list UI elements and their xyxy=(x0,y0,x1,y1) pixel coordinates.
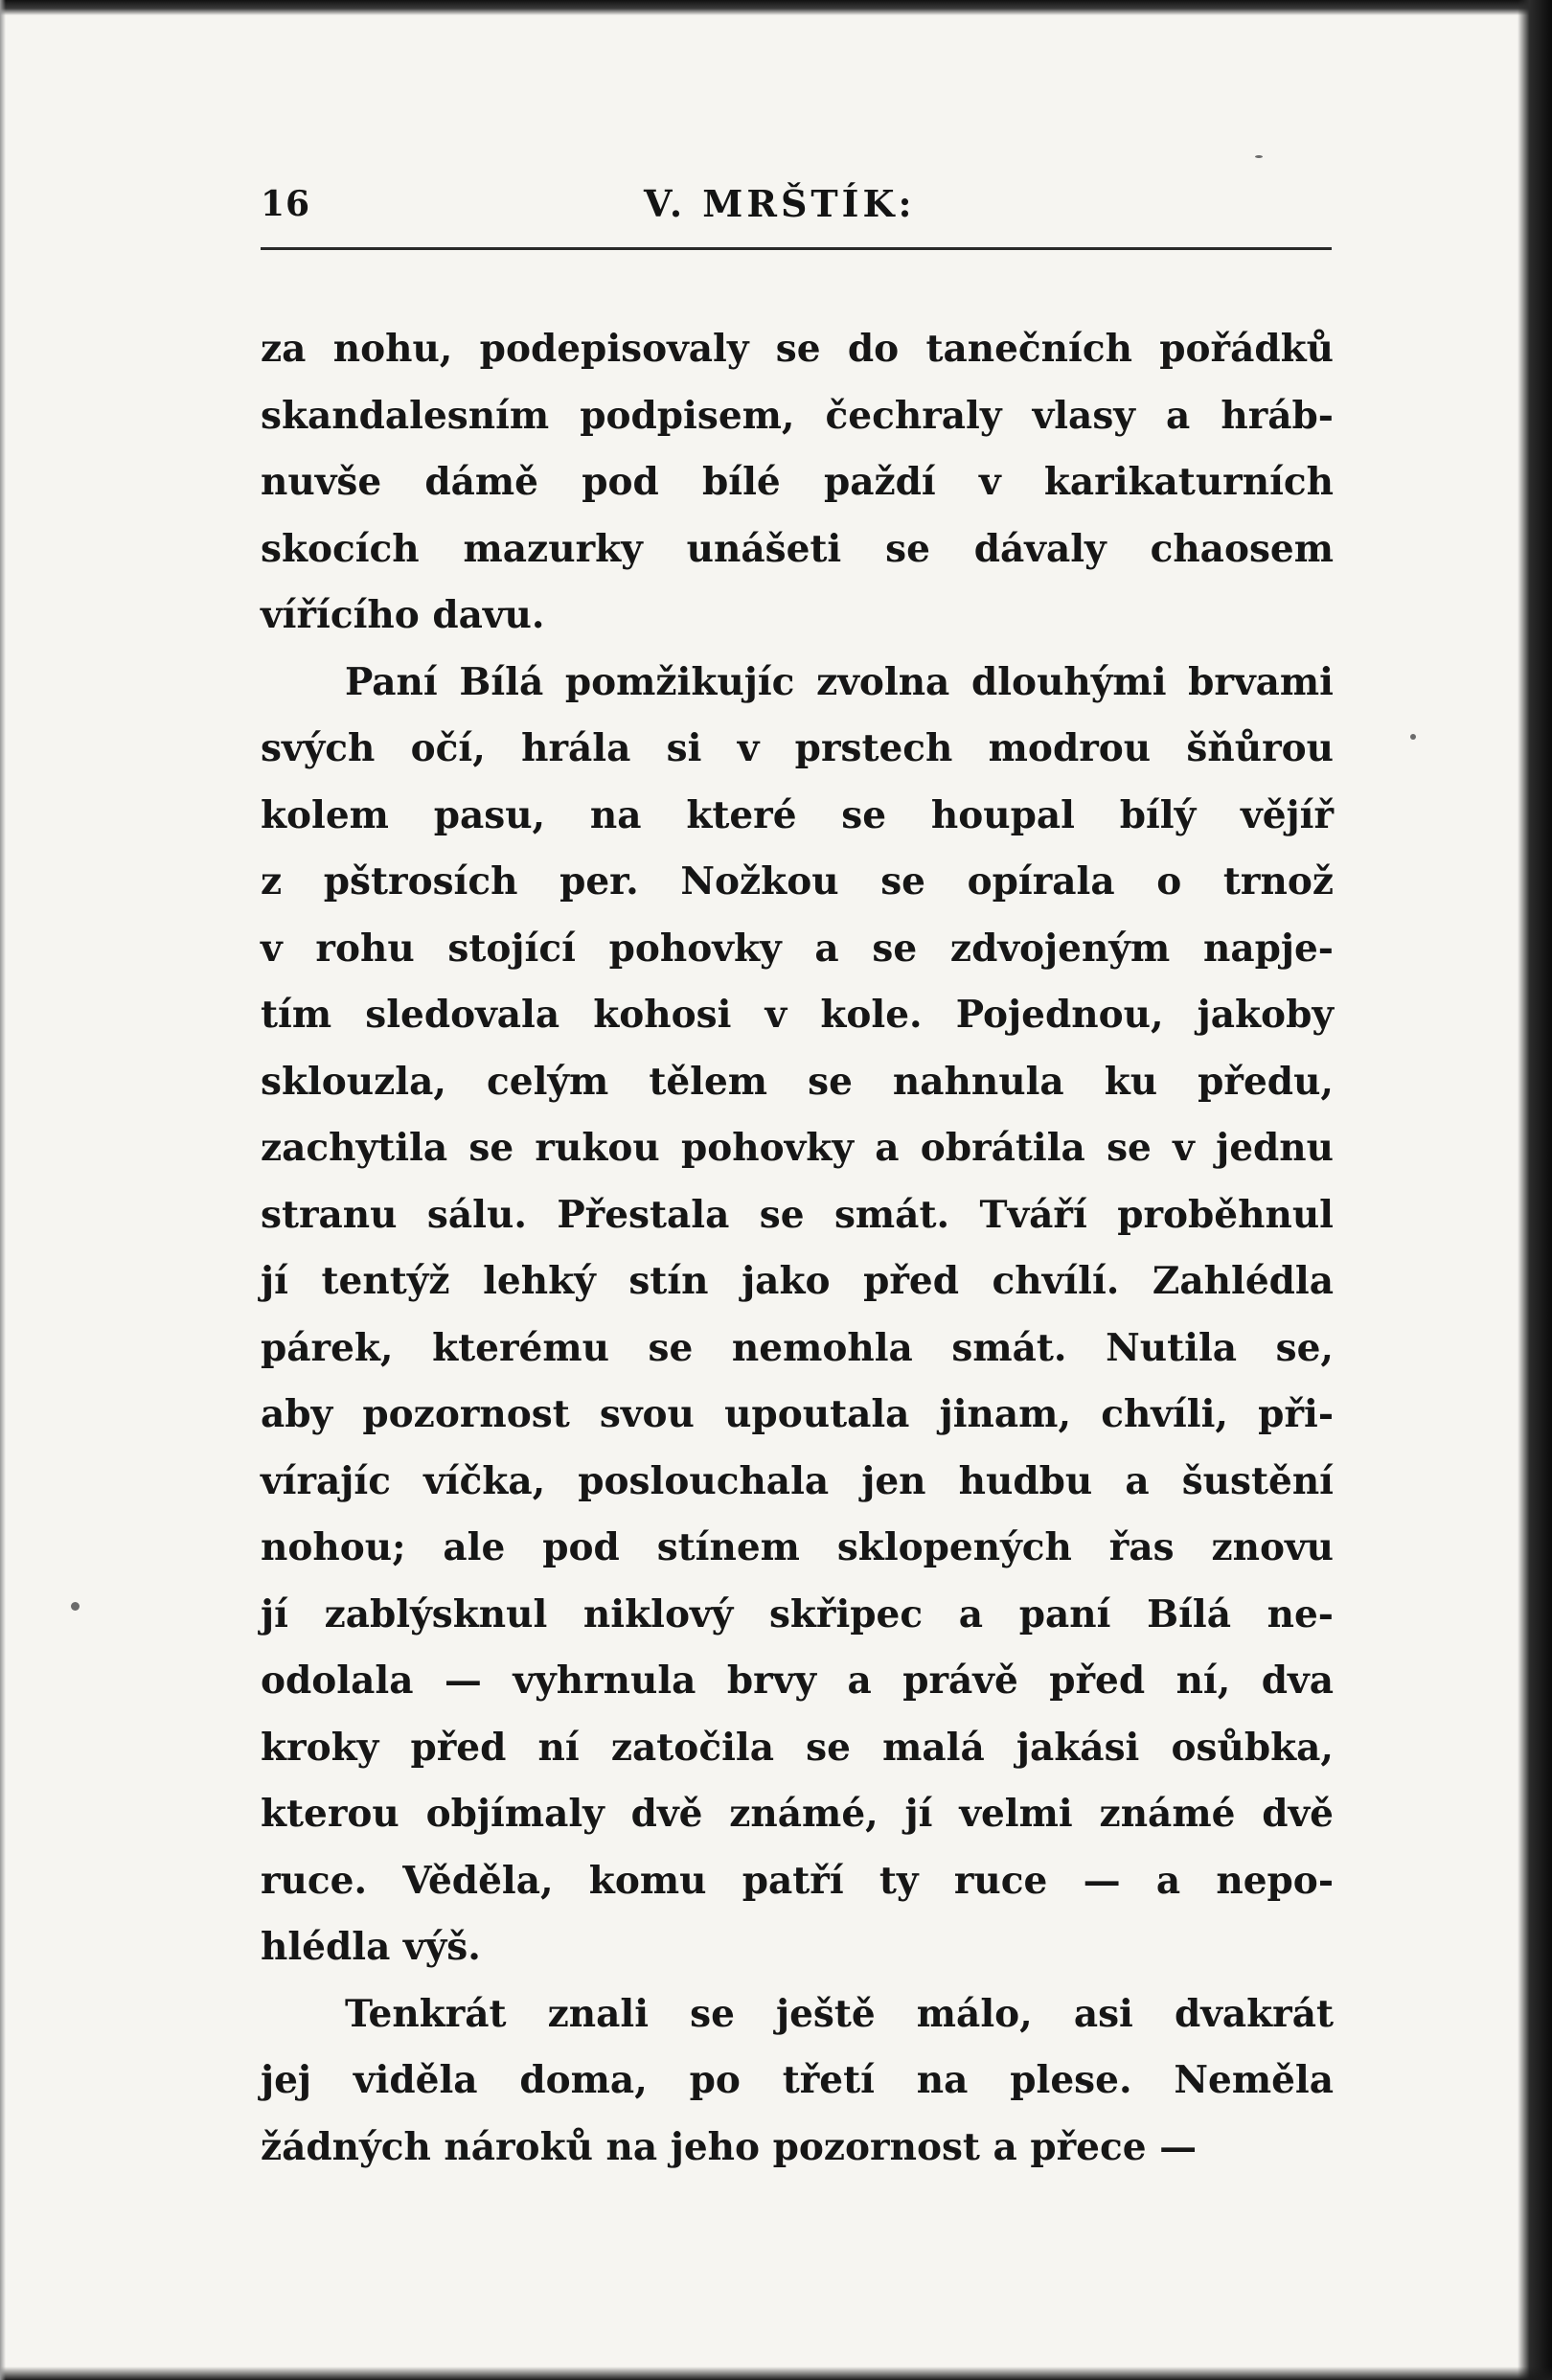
text-line: tím sledovala kohosi v kole. Pojednou, jakoby xyxy=(261,993,1334,1037)
scan-edge-right xyxy=(1518,0,1552,2380)
text-line: zachytila se rukou pohovky a obrátila se v jednu xyxy=(261,1126,1334,1170)
scan-edge-top xyxy=(0,0,1552,15)
text-line: žádných nároků na jeho pozornost a přece — xyxy=(261,2124,1198,2169)
text-line: jej viděla doma, po třetí na plese. Neměla xyxy=(261,2058,1334,2102)
running-head: V. MRŠTÍK: xyxy=(644,182,916,225)
text-line: nohou; ale pod stínem sklopených řas znovu xyxy=(261,1525,1334,1569)
page-header xyxy=(261,174,1332,232)
scan-edge-left xyxy=(0,0,6,2380)
text-line: vírajíc víčka, poslouchala jen hudbu a šustění xyxy=(261,1458,1334,1503)
text-line: v rohu stojící pohovky a se zdvojeným napje- xyxy=(261,926,1334,971)
text-line: aby pozornost svou upoutala jinam, chvíli, při- xyxy=(261,1392,1334,1436)
text-line: sklouzla, celým tělem se nahnula ku předu, xyxy=(261,1059,1334,1104)
text-line: skocích mazurky unášeti se dávaly chaosem xyxy=(261,526,1334,571)
text-line: kroky před ní zatočila se malá jakási osůbka, xyxy=(261,1725,1334,1770)
scan-edge-bottom xyxy=(0,2367,1552,2380)
text-line: jí tentýž lehký stín jako před chvílí. Zahlédla xyxy=(261,1259,1334,1303)
text-line: ruce. Věděla, komu patří ty ruce — a nepo- xyxy=(261,1858,1334,1903)
text-line: odolala — vyhrnula brvy a právě před ní, dva xyxy=(261,1659,1334,1703)
text-line: svých očí, hrála si v prstech modrou šňůrou xyxy=(261,726,1334,770)
header-rule xyxy=(261,247,1332,250)
text-line: Paní Bílá pomžikujíc zvolna dlouhými brvami xyxy=(345,659,1334,704)
text-line: párek, kterému se nemohla smát. Nutila se, xyxy=(261,1325,1334,1370)
scan-speck xyxy=(71,1602,80,1611)
text-line: jí zablýsknul niklový skřipec a paní Bílá ne- xyxy=(261,1591,1334,1636)
page-number: 16 xyxy=(261,184,311,224)
text-line: vířícího davu. xyxy=(261,593,545,637)
scan-speck xyxy=(1255,155,1263,158)
text-line: hlédla výš. xyxy=(261,1925,481,1969)
text-line: z pštrosích per. Nožkou se opírala o trnož xyxy=(261,859,1334,904)
text-line: skandalesním podpisem, čechraly vlasy a hráb- xyxy=(261,393,1334,438)
text-line: kterou objímaly dvě známé, jí velmi známé dvě xyxy=(261,1792,1334,1836)
body-text xyxy=(261,316,1334,2181)
text-line: kolem pasu, na které se houpal bílý vějíř xyxy=(261,792,1334,837)
text-line: za nohu, podepisovaly se do tanečních pořádků xyxy=(261,327,1334,371)
text-line: Tenkrát znali se ještě málo, asi dvakrát xyxy=(345,1991,1334,2036)
text-line: nuvše dámě pod bílé paždí v karikaturních xyxy=(261,460,1334,504)
scan-speck xyxy=(1410,734,1416,740)
text-line: stranu sálu. Přestala se smát. Tváří proběhnul xyxy=(261,1192,1334,1237)
